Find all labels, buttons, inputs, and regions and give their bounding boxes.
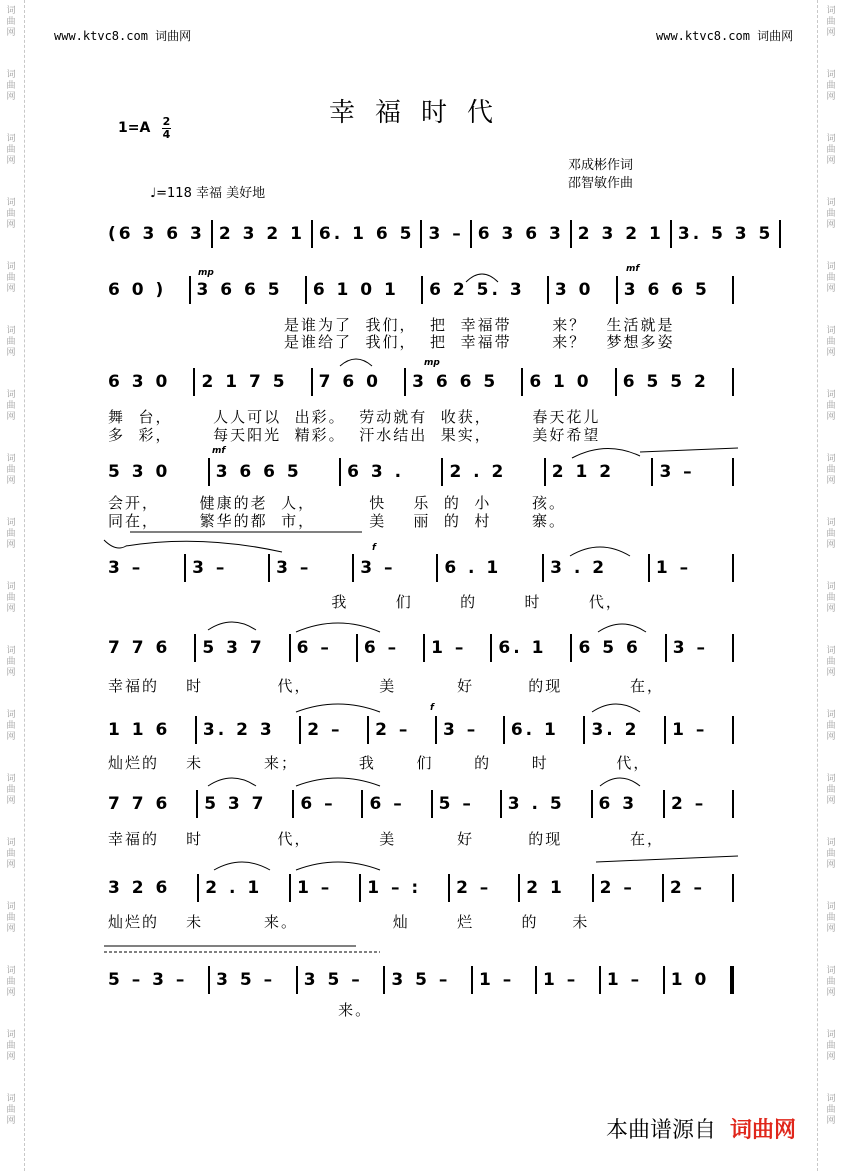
- watermark-glyph: 曲: [826, 529, 836, 539]
- slur: [640, 448, 738, 452]
- watermark-glyph: 词: [826, 326, 836, 336]
- measure: 6 1 0 1: [312, 280, 399, 300]
- measure: 1 –: [431, 638, 467, 658]
- watermark-glyphs: [4, 774, 18, 807]
- watermark-glyphs: [4, 262, 18, 295]
- measure: 6. 1: [510, 720, 559, 740]
- measure: 5 –: [438, 794, 474, 814]
- header-left-site-name: 词曲网: [155, 29, 192, 43]
- watermark-glyph: 词: [826, 454, 836, 464]
- measure: 5 3 7: [202, 638, 265, 658]
- watermark-glyphs: [824, 902, 838, 935]
- watermark-glyph: 词: [6, 198, 16, 208]
- lyric-line: 幸福的 时 代， 美 好 的现 在，: [108, 830, 664, 848]
- watermark-glyph: 词: [6, 262, 16, 272]
- watermark-glyph: 网: [6, 732, 16, 742]
- measure: 3. 2: [591, 720, 640, 740]
- measure: 6 –: [300, 794, 336, 814]
- measure: 3 –: [672, 638, 709, 658]
- watermark-glyphs: [824, 774, 838, 807]
- measure: 3 –: [276, 558, 312, 578]
- measure: 2 3 2 1: [577, 224, 664, 244]
- watermark-glyph: 网: [6, 860, 16, 870]
- watermark-glyph: 曲: [6, 465, 16, 475]
- measure: 3. 5 3 5: [677, 224, 774, 244]
- measure: 3. 2 3: [202, 720, 275, 740]
- measure: 2 3 2 1: [218, 224, 305, 244]
- measure: 1 1 6: [108, 720, 171, 740]
- watermark-glyph: 曲: [826, 785, 836, 795]
- watermark-glyph: 网: [826, 1052, 836, 1062]
- watermark-glyph: 词: [826, 582, 836, 592]
- measure: 6 1 0: [529, 372, 592, 392]
- measure: 5 3 0: [108, 462, 171, 482]
- watermark-glyph: 曲: [826, 1105, 836, 1115]
- measure: 2 1 2: [551, 462, 615, 482]
- measure: 6 3: [598, 794, 638, 814]
- lyric-line: 灿烂的 未 来。 灿 烂 的 未: [108, 913, 590, 931]
- watermark-glyph: 词: [6, 134, 16, 144]
- lyricist-credit: 邓成彬作词: [568, 158, 634, 173]
- dynamic-marking: f: [372, 543, 376, 553]
- watermark-glyph: 网: [6, 540, 16, 550]
- lyric-line: 幸福的 时 代， 美 好 的现 在，: [108, 677, 664, 695]
- measure: 2 –: [375, 720, 411, 740]
- measure: 3 . 5: [507, 794, 565, 814]
- watermark-glyph: 词: [6, 710, 16, 720]
- watermark-glyph: 网: [826, 412, 836, 422]
- measure: 2 –: [670, 794, 707, 814]
- watermark-glyph: 曲: [6, 17, 16, 27]
- watermark-glyphs: [824, 198, 838, 231]
- watermark-glyph: 网: [6, 988, 16, 998]
- measure: 1 –: [542, 970, 579, 990]
- watermark-glyph: 曲: [826, 721, 836, 731]
- slur: [572, 448, 640, 458]
- watermark-glyph: 词: [6, 1094, 16, 1104]
- measure: 3 6 6 5: [215, 462, 302, 482]
- source-credit: [606, 1113, 796, 1144]
- dynamic-marking: mp: [424, 358, 440, 368]
- watermark-glyph: 曲: [826, 17, 836, 27]
- measure: 2 –: [599, 878, 635, 898]
- slur: [596, 856, 738, 862]
- slur: [592, 704, 640, 712]
- watermark-glyph: 曲: [6, 593, 16, 603]
- measure: 3 –: [108, 558, 144, 578]
- header-right-url[interactable]: www.ktvc8.com: [656, 29, 750, 43]
- measure: 3 –: [428, 224, 464, 244]
- watermark-glyph: 网: [6, 668, 16, 678]
- watermark-glyph: 网: [6, 220, 16, 230]
- measure: 3 2 6: [108, 878, 171, 898]
- watermark-glyph: 词: [826, 774, 836, 784]
- measure: 1 0: [670, 970, 710, 990]
- watermark-glyph: 网: [826, 860, 836, 870]
- measure: 3 –: [360, 558, 396, 578]
- lyric-line: 来。: [108, 1001, 373, 1019]
- measure: 2 1 7 5: [201, 372, 288, 392]
- watermark-glyph: 词: [826, 262, 836, 272]
- slur: [208, 622, 256, 630]
- watermark-glyphs: [824, 134, 838, 167]
- measure: 6 3 .: [347, 462, 405, 482]
- watermark-glyphs: [4, 6, 18, 39]
- watermark-glyph: 曲: [826, 849, 836, 859]
- watermark-glyphs: [824, 646, 838, 679]
- watermark-glyph: 网: [826, 220, 836, 230]
- watermark-glyph: 曲: [6, 721, 16, 731]
- watermark-glyph: 词: [826, 390, 836, 400]
- watermark-glyph: 曲: [6, 337, 16, 347]
- lyric-line: 同在， 繁华的都 市， 美 丽 的 村 寨。: [108, 512, 567, 530]
- measure: 3 6 6 5: [412, 372, 499, 392]
- measure: 3 0: [554, 280, 594, 300]
- header-left-url[interactable]: www.ktvc8.com: [54, 29, 148, 43]
- watermark-glyphs: [4, 902, 18, 935]
- measure: 3 5 –: [216, 970, 276, 990]
- watermark-glyph: 曲: [6, 1041, 16, 1051]
- watermark-glyph: 曲: [6, 529, 16, 539]
- lyric-line: 我 们 的 时 代，: [108, 593, 623, 611]
- watermark-glyph: 曲: [6, 977, 16, 987]
- watermark-glyph: 网: [826, 348, 836, 358]
- measure: 3 5 –: [391, 970, 451, 990]
- watermark-glyph: 词: [826, 134, 836, 144]
- watermark-glyphs: [824, 966, 838, 999]
- watermark-glyph: 词: [6, 6, 16, 16]
- watermark-glyphs: [4, 518, 18, 551]
- watermark-glyphs: [4, 966, 18, 999]
- header-right-site-name: 词曲网: [757, 29, 794, 43]
- watermark-glyph: 网: [6, 1052, 16, 1062]
- watermark-glyph: 网: [6, 412, 16, 422]
- dynamic-marking: mf: [626, 264, 640, 274]
- watermark-glyph: 网: [6, 284, 16, 294]
- watermark-glyph: 曲: [6, 785, 16, 795]
- watermark-glyphs: [4, 646, 18, 679]
- watermark-glyph: 网: [6, 92, 16, 102]
- watermark-glyphs: [824, 262, 838, 295]
- measure: 6 3 6 3: [477, 224, 564, 244]
- watermark-glyph: 网: [826, 604, 836, 614]
- watermark-glyphs: [4, 134, 18, 167]
- watermark-glyph: 网: [826, 476, 836, 486]
- watermark-glyph: 曲: [6, 145, 16, 155]
- measure: 7 7 6: [108, 794, 171, 814]
- watermark-glyph: 网: [826, 284, 836, 294]
- watermark-glyph: 网: [6, 924, 16, 934]
- tempo-marking: ♩=118 幸福 美好地: [150, 186, 266, 201]
- watermark-glyph: 词: [6, 582, 16, 592]
- watermark-glyph: 曲: [6, 209, 16, 219]
- watermark-glyphs: [4, 1094, 18, 1127]
- measure: 6 5 5 2: [622, 372, 709, 392]
- watermark-glyph: 曲: [826, 337, 836, 347]
- watermark-glyph: 曲: [826, 465, 836, 475]
- watermark-glyph: 网: [826, 92, 836, 102]
- watermark-glyph: 曲: [6, 401, 16, 411]
- watermark-glyphs: [824, 1030, 838, 1063]
- watermark-glyphs: [4, 326, 18, 359]
- watermark-glyphs: [4, 582, 18, 615]
- measure: (6 3 6 3: [108, 224, 205, 244]
- watermark-glyph: 曲: [6, 273, 16, 283]
- watermark-glyph: 词: [826, 966, 836, 976]
- measure: 6 –: [369, 794, 405, 814]
- dynamic-marking: mf: [212, 446, 226, 456]
- watermark-glyph: 词: [826, 198, 836, 208]
- composer-credit: 邵智敏作曲: [568, 176, 634, 191]
- measure: 1 –: [606, 970, 643, 990]
- song-title: 幸福时代: [328, 98, 513, 128]
- watermark-glyphs: [824, 1094, 838, 1127]
- watermark-glyph: 曲: [6, 1105, 16, 1115]
- watermark-glyph: 曲: [826, 1041, 836, 1051]
- source-label: 本曲谱源自: [605, 1118, 716, 1143]
- watermark-glyph: 网: [826, 28, 836, 38]
- measure: 1 –: [297, 878, 333, 898]
- time-signature-bottom: 4: [162, 128, 171, 141]
- slur: [570, 547, 630, 556]
- measure: 2 –: [307, 720, 343, 740]
- measure: 3 . 2: [550, 558, 608, 578]
- watermark-glyph: 网: [6, 348, 16, 358]
- measure: 5 – 3 –: [108, 970, 188, 990]
- watermark-glyph: 网: [826, 732, 836, 742]
- watermark-glyph: 网: [6, 476, 16, 486]
- measure: 1 –: [672, 720, 708, 740]
- lyric-line: 舞 台， 人人可以 出彩。 劳动就有 收获， 春天花儿: [108, 408, 601, 426]
- measure: 2 . 2: [449, 462, 507, 482]
- watermark-glyph: 词: [826, 70, 836, 80]
- watermark-glyph: 网: [6, 1116, 16, 1126]
- watermark-glyphs: [824, 70, 838, 103]
- watermark-glyph: 曲: [826, 209, 836, 219]
- watermark-glyph: 词: [826, 1030, 836, 1040]
- measure: 2 –: [669, 878, 706, 898]
- watermark-glyph: 词: [6, 454, 16, 464]
- measure: 6. 1 6 5: [318, 224, 415, 244]
- watermark-glyph: 网: [826, 1116, 836, 1126]
- lyric-line: 多 彩， 每天阳光 精彩。 汗水结出 果实， 美好希望: [108, 426, 601, 444]
- watermark-glyph: 词: [6, 902, 16, 912]
- measure: 1 –: [479, 970, 515, 990]
- measure: 2 1: [526, 878, 565, 898]
- measure: 3 6 6 5: [196, 280, 283, 300]
- dynamic-marking: f: [430, 703, 434, 713]
- measure: 3 5 –: [303, 970, 363, 990]
- watermark-glyph: 词: [826, 1094, 836, 1104]
- measure: 3 6 6 5: [623, 280, 710, 300]
- measure: 1 –: [655, 558, 692, 578]
- watermark-glyph: 曲: [6, 657, 16, 667]
- source-brand[interactable]: 词曲网: [729, 1118, 796, 1143]
- watermark-glyph: 词: [826, 518, 836, 528]
- watermark-glyph: 网: [6, 604, 16, 614]
- watermark-glyphs: [4, 838, 18, 871]
- watermark-glyphs: [4, 70, 18, 103]
- watermark-glyph: 词: [826, 6, 836, 16]
- slur: [296, 778, 380, 786]
- watermark-glyphs: [4, 390, 18, 423]
- measure: 2 . 1: [205, 878, 263, 898]
- watermark-glyph: 词: [6, 1030, 16, 1040]
- measure: 5 3 7: [204, 794, 267, 814]
- watermark-glyph: 曲: [826, 593, 836, 603]
- time-signature-top: 2: [162, 115, 171, 128]
- measure: 2 –: [456, 878, 492, 898]
- measure: 6 –: [363, 638, 400, 658]
- slur: [598, 624, 646, 632]
- watermark-glyph: 网: [826, 988, 836, 998]
- watermark-glyph: 词: [826, 838, 836, 848]
- watermark-glyph: 曲: [6, 913, 16, 923]
- watermark-glyph: 曲: [826, 913, 836, 923]
- dynamic-marking: mp: [198, 268, 214, 278]
- slur: [340, 359, 372, 366]
- slur: [296, 862, 380, 870]
- watermark-glyph: 词: [6, 774, 16, 784]
- watermark-glyph: 曲: [826, 401, 836, 411]
- slur: [104, 540, 282, 552]
- watermark-glyphs: [824, 582, 838, 615]
- measure: 7 6 0: [318, 372, 381, 392]
- watermark-glyph: 曲: [6, 81, 16, 91]
- watermark-glyphs: [824, 710, 838, 743]
- watermark-glyph: 词: [6, 70, 16, 80]
- slur: [296, 704, 380, 712]
- watermark-glyphs: [4, 454, 18, 487]
- watermark-glyphs: [4, 198, 18, 231]
- slur: [214, 862, 270, 870]
- lyric-line: 会开， 健康的老 人， 快 乐 的 小 孩。: [108, 494, 567, 512]
- watermark-glyph: 曲: [826, 657, 836, 667]
- watermark-glyphs: [824, 390, 838, 423]
- watermark-glyph: 词: [6, 390, 16, 400]
- watermark-glyphs: [824, 326, 838, 359]
- measure: 7 7 6: [108, 638, 171, 658]
- watermark-glyphs: [824, 454, 838, 487]
- watermark-glyph: 曲: [826, 145, 836, 155]
- watermark-glyph: 网: [826, 156, 836, 166]
- watermark-glyph: 词: [826, 646, 836, 656]
- watermark-glyph: 曲: [6, 849, 16, 859]
- measure: 3 –: [659, 462, 695, 482]
- watermark-glyphs: [824, 838, 838, 871]
- lyric-line: 是谁为了 我们， 把 幸福带 来？ 生活就是: [108, 316, 675, 334]
- watermark-glyph: 网: [826, 540, 836, 550]
- watermark-glyphs: [824, 6, 838, 39]
- key-signature: 1=A: [118, 120, 151, 136]
- watermark-glyphs: [4, 710, 18, 743]
- measure: 6 . 1: [444, 558, 502, 578]
- slur: [466, 274, 498, 282]
- measure: 3 –: [192, 558, 228, 578]
- measure: 6 –: [296, 638, 332, 658]
- slur: [208, 778, 256, 786]
- watermark-glyph: 词: [6, 838, 16, 848]
- measure: 6 0 ): [108, 280, 167, 300]
- measure: 6 5 6: [578, 638, 641, 658]
- watermark-glyph: 词: [826, 710, 836, 720]
- watermark-glyph: 网: [6, 156, 16, 166]
- watermark-glyph: 网: [6, 796, 16, 806]
- measure: 1 – :: [367, 878, 422, 898]
- lyric-line: 是谁给了 我们， 把 幸福带 来？ 梦想多姿: [108, 333, 675, 351]
- watermark-glyphs: [4, 1030, 18, 1063]
- measure: 6. 1: [498, 638, 547, 658]
- watermark-glyph: 词: [6, 326, 16, 336]
- watermark-glyph: 词: [6, 966, 16, 976]
- slur: [296, 623, 380, 632]
- watermark-glyph: 网: [826, 924, 836, 934]
- watermark-glyphs: [824, 518, 838, 551]
- watermark-glyph: 曲: [826, 273, 836, 283]
- slur: [600, 778, 640, 786]
- watermark-glyph: 网: [826, 796, 836, 806]
- lyric-line: 灿烂的 未 来； 我 们 的 时 代，: [108, 754, 651, 772]
- measure: 3 –: [442, 720, 479, 740]
- measure: 6 3 0: [108, 372, 171, 392]
- watermark-glyph: 网: [826, 668, 836, 678]
- measure: 6 2 5. 3: [429, 280, 525, 300]
- watermark-glyph: 词: [826, 902, 836, 912]
- watermark-glyph: 曲: [826, 81, 836, 91]
- watermark-glyph: 曲: [826, 977, 836, 987]
- watermark-glyph: 词: [6, 646, 16, 656]
- watermark-glyph: 词: [6, 518, 16, 528]
- watermark-glyph: 网: [6, 28, 16, 38]
